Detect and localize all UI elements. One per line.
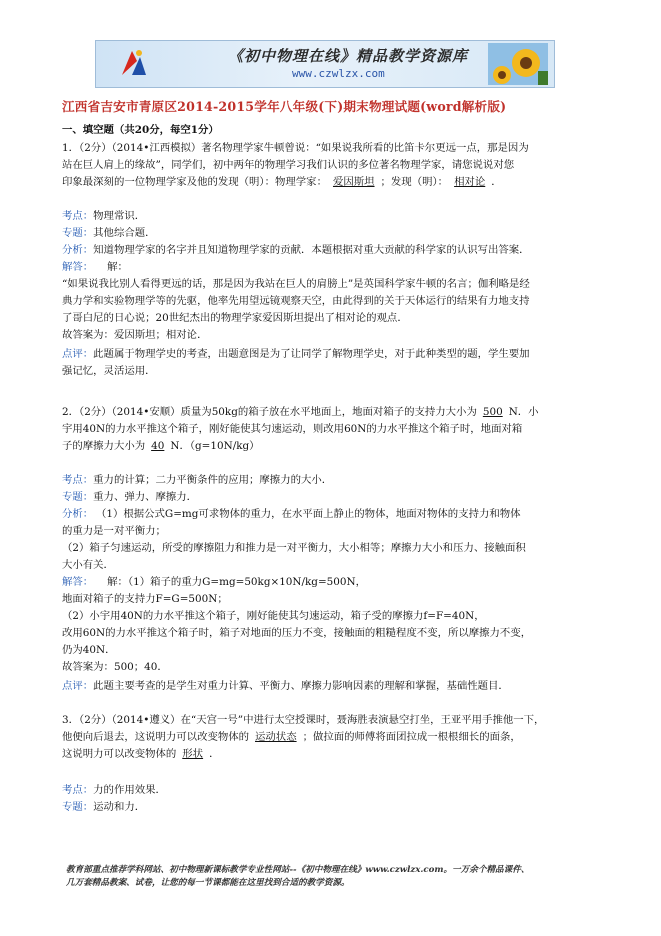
label-kaodian: 考点： — [62, 474, 94, 486]
q1-dianping — [62, 346, 530, 363]
site-banner — [95, 40, 555, 88]
q3-line-1: 3．（2分）（2014•遵义）在“天宫一号”中进行太空授课时，聂海胜表演悬空打坐，王亚平用手推他一下， — [62, 714, 545, 726]
q2-solution-4: 仍为40N． — [62, 644, 116, 656]
q3-line-3-end: ． — [209, 748, 220, 760]
q1-line-2: 站在巨人肩上的缘故”，同学们，初中两年的物理学习我们认识的多位著名物理学家，请您说说对您 — [62, 159, 515, 171]
q1-zhuanti — [62, 225, 156, 242]
q3-line-2 — [62, 729, 521, 746]
footer-line-2: 几万套精品教案、试卷，让您的每一节课都能在这里找到合适的教学资源。 — [66, 878, 350, 888]
q2-fenxi — [62, 506, 521, 523]
q2-line-3-end: N．（g=10N/kg） — [170, 440, 260, 452]
q3-answer-2: 形状 — [182, 748, 204, 760]
q2-kaodian — [62, 472, 332, 489]
label-kaodian: 考点： — [62, 210, 94, 222]
q3-line-3-text: 这说明力可以改变物体的 — [62, 748, 177, 760]
q2-solution-1: 地面对箱子的支持力F=G=500N； — [62, 593, 228, 605]
q2-answer-1: 500 — [482, 406, 503, 418]
q1-line-3 — [62, 174, 502, 191]
q3-line-2-end: ；做拉面的师傅将面团拉成一根根细长的面条， — [302, 731, 521, 743]
label-kaodian: 考点： — [62, 784, 94, 796]
q2-fenxi-4: 大小有关． — [62, 559, 114, 571]
label-dianping: 点评： — [62, 680, 94, 692]
q3-zhuanti — [62, 799, 145, 816]
q1-solution-2: 典力学和实验物理学等的先驱，他率先用望远镜观察天空，由此得到的关于天体运行的结果有力地支持 — [62, 295, 530, 307]
label-jieda: 解答： — [62, 261, 94, 273]
footer-line-1: 教育部重点推荐学科网站、初中物理新课标教学专业性网站--《初中物理在线》www.czwlzx.com。一万余个精品课件、 — [66, 865, 530, 875]
q2-solution-2: （2）小宇用40N的力水平推这个箱子，刚好能使其匀速运动，箱子受的摩擦力f=F=40N， — [62, 610, 485, 622]
label-jieda: 解答： — [62, 576, 94, 588]
q2-dianping-text: 此题主要考查的是学生对重力计算、平衡力、摩擦力影响因素的理解和掌握，基础性题目． — [93, 680, 509, 692]
q3-kaodian — [62, 782, 166, 799]
label-fenxi: 分析： — [62, 244, 94, 256]
label-zhuanti: 专题： — [62, 491, 94, 503]
q2-dianping — [62, 678, 509, 695]
page-footer — [66, 864, 529, 890]
sunflower-icon — [488, 43, 548, 85]
q1-solution-1: “如果说我比别人看得更远的话，那是因为我站在巨人的肩膀上”是英国科学家牛顿的名言；伽利略是经 — [62, 278, 530, 290]
label-fenxi: 分析： — [62, 508, 94, 520]
document-title: 江西省吉安市青原区2014-2015学年八年级(下)期末物理试题(word解析版) — [62, 99, 507, 114]
label-zhuanti: 专题： — [62, 801, 94, 813]
q1-line-3-end: ． — [491, 176, 502, 188]
q3-zhuanti-text: 运动和力． — [93, 801, 146, 813]
q1-solution-4: 故答案为：爱因斯坦；相对论． — [62, 329, 208, 341]
q2-solution-3: 改用60N的力水平推这个箱子时，箱子对地面的压力不变，接触面的粗糙程度不变，所以摩擦力不变， — [62, 627, 532, 639]
q2-solution-5: 故答案为：500；40． — [62, 661, 168, 673]
q2-zhuanti — [62, 489, 197, 506]
q1-answer-1: 爱因斯坦 — [332, 176, 375, 188]
q1-answer-2: 相对论 — [454, 176, 486, 188]
q1-jieda — [62, 259, 128, 276]
q2-answer-2: 40 — [151, 440, 165, 452]
q1-dianping-2: 强记忆，灵活运用． — [62, 365, 156, 377]
q3-answer-1: 运动状态 — [255, 731, 297, 743]
q1-fenxi-text: 知道物理学家的名字并且知道物理学家的贡献．本题根据对重大贡献的科学家的认识写出答案． — [93, 244, 530, 256]
q2-line-3-text: 子的摩擦力大小为 — [62, 440, 146, 452]
q1-line-3-text: 印象最深刻的一位物理学家及他的发现（明）：物理学家： — [62, 176, 327, 188]
q3-kaodian-text: 力的作用效果． — [93, 784, 166, 796]
q2-line-3 — [62, 438, 260, 455]
q1-kaodian-text: 物理常识． — [93, 210, 146, 222]
banner-title: 《初中物理在线》精品教学资源库 — [228, 47, 469, 65]
q1-line-3-mid: ；发现（明）： — [380, 176, 449, 188]
q1-fenxi — [62, 242, 530, 259]
q1-kaodian — [62, 208, 145, 225]
q2-fenxi-2: 的重力是一对平衡力； — [62, 525, 166, 537]
q2-jieda-text: 解：（1）箱子的重力G=mg=50kg×10N/kg=500N， — [107, 576, 366, 588]
q2-line-1 — [62, 404, 539, 421]
q1-jieda-text: 解： — [107, 261, 128, 273]
q3-line-3 — [62, 746, 219, 763]
label-dianping: 点评： — [62, 348, 94, 360]
q2-line-2: 宇用40N的力水平推这个箱子，刚好能使其匀速运动，则改用60N的力水平推这个箱子时，地面对箱 — [62, 423, 523, 435]
section-heading: 一、填空题（共20分，每空1分） — [62, 124, 219, 136]
q2-fenxi-3: （2）箱子匀速运动，所受的摩擦阻力和推力是一对平衡力，大小相等；摩擦力大小和压力、接触面积 — [62, 542, 526, 554]
q2-fenxi-text: （1）根据公式G=mg可求物体的重力，在水平面上静止的物体，地面对物体的支持力和物体 — [101, 508, 521, 520]
q2-jieda — [62, 574, 366, 591]
q1-solution-3: 了哥白尼的日心说；20世纪杰出的物理学家爱因斯坦提出了相对论的观点． — [62, 312, 408, 324]
q2-line-1-end: N．小 — [508, 406, 539, 418]
q1-zhuanti-text: 其他综合题． — [93, 227, 156, 239]
q1-dianping-text: 此题属于物理学史的考查，出题意图是为了让同学了解物理学史，对于此种类型的题，学生要加 — [93, 348, 530, 360]
site-logo-icon — [118, 47, 148, 77]
q2-zhuanti-text: 重力、弹力、摩擦力． — [93, 491, 198, 503]
banner-url: www.czwlzx.com — [292, 67, 385, 80]
q1-line-1: 1．（2分）（2014•江西模拟）著名物理学家牛顿曾说：“如果说我所看的比笛卡尔更远一点，那是因为 — [62, 142, 529, 154]
label-zhuanti: 专题： — [62, 227, 94, 239]
q2-kaodian-text: 重力的计算；二力平衡条件的应用；摩擦力的大小． — [93, 474, 333, 486]
q2-line-1-text: 2．（2分）（2014•安顺）质量为50kg的箱子放在水平地面上，地面对箱子的支持力大小为 — [62, 406, 477, 418]
q3-line-2-text: 他便向后退去，这说明力可以改变物体的 — [62, 731, 250, 743]
